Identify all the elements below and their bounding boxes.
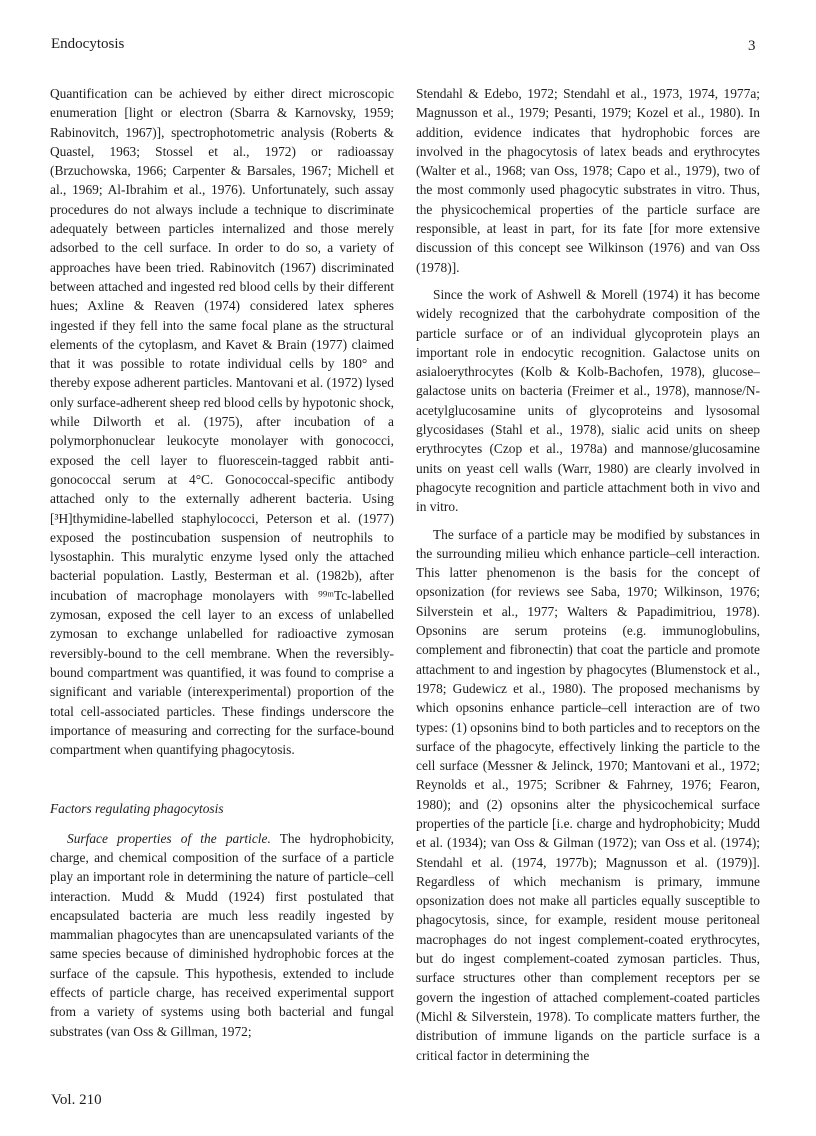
paragraph: Stendahl & Edebo, 1972; Stendahl et al., 1973, 1974, 1977a; Magnusson et al., 1979; Pesanti, 1979; Kozel et al., 1980). In addition, evidence indicates that hydrophobic forces are involved in the phagocytosis of latex beads and erythrocytes (Walter et al., 1968; van Oss, 1978; Capo et al., 1979), two of the most commonly used phagocytic substrates in vitro. Thus, the physicochemical properties of the particle surface are responsible, at least in part, for its fate [for more extensive discussion of this concept see Wilkinson (1976) and van Oss (1978)]. xyxy=(416,86,760,275)
paragraph: Quantification can be achieved by either direct microscopic enumeration [light or electron (Sbarra & Karnovsky, 1959; Rabinovitch, 1967)], spectrophotometric analysis (Roberts & Quastel, 1963; Stossel et al., 1972) or radioassay (Brzuchowska, 1966; Carpenter & Barsales, 1967; Michell et al., 1969; Al-Ibrahim et al., 1976). Unfortunately, such assay procedures do not always include a technique to discriminate adequately between particles internalized and those merely adsorbed to the cell surface. In order to do so, a variety of approaches have been tried. Rabinovitch (1967) discriminated between attached and ingested red blood cells by their different hues; Axline & Reaven (1974) considered latex spheres ingested if they fell into the same focal plane as the structural elements of the cytoplasm, and Kavet & Brain (1977) claimed that it was possible to rotate individual cells by 180° and thereby expose adherent particles. Mantovani et al. (1972) lysed only surface-adherent sheep red blood cells by hypotonic shock, while Dilworth et al. (1975), after incubation of a polymorphonuclear leukocyte monolayer with gonococci, exposed the cell layer to fluorescein-tagged rabbit anti-gonococcal serum at 4°C. Gonococcal-specific antibody attached only to the externally adherent bacteria. Using [³H]thymidine-labelled staphylococci, Peterson et al. (1977) exposed the postincubation suspension of neutrophils to lysostaphin. This muralytic enzyme lysed only the attached bacterial population. Lastly, Besterman et al. (1982b), after incubation of macrophage monolayers with ⁹⁹ᵐTc-labelled zymosan, exposed the cell layer to an excess of unlabelled zymosan to exchange unlabelled for radioactive zymosan reversibly-bound to the cell membrane. When the reversibly-bound compartment was quantified, it was found to comprise a significant and variable (interexperimental) proportion of the total cell-associated particles. These findings underscore the importance of measuring and correcting for the surface-bound compartment when quantifying phagocytosis. xyxy=(50,86,394,758)
left-column xyxy=(50,84,394,1041)
page-number: 3 xyxy=(748,38,756,54)
section-heading: Factors regulating phagocytosis xyxy=(50,801,224,817)
paragraph: The surface of a particle may be modified by substances in the surrounding milieu which enhance particle–cell interaction. This latter phenomenon is the basis for the concept of opsonization (for reviews see Saba, 1970; Wilkinson, 1976; Silverstein et al., 1977; Walters & Papadimitriou, 1978). Opsonins are serum proteins (e.g. immunoglobulins, complement and fibronectin) that coat the particle and promote attachment to and ingestion by phagocytes (Blumenstock et al., 1978; Gudewicz et al., 1980). The proposed mechanisms by which opsonins enhance particle–cell interaction are of two types: (1) opsonins bind to both particles and to receptors on the surface of the phagocyte, effectively linking the particle to the cell surface (Messner & Jelinck, 1970; Mantovani et al., 1972; Reynolds et al., 1975; Scribner & Fahrney, 1976; Fearon, 1980); and (2) opsonins alter the physicochemical surface properties of the particle [i.e. charge and hydrophobicity; Mudd et al. (1934); van Oss & Gilman (1972); van Oss et al. (1974); Stendahl et al. (1974, 1977b); Magnusson et al. (1979)]. Regardless of which mechanism is primary, immune opsonization does not make all particles equally susceptible to phagocytosis, since, for example, resident mouse peritoneal macrophages do not ingest complement-coated erythrocytes, but do ingest complement-coated zymosan particles. Thus, surface structures other than complement receptors per se govern the ingestion of attached complement-coated particles (Michl & Silverstein, 1978). To complicate matters further, the distribution of immune ligands on the particle surface is a critical factor in determining the xyxy=(416,526,760,1063)
paragraph xyxy=(50,829,394,1041)
volume-footer: Vol. 210 xyxy=(51,1092,102,1108)
runin-heading: Surface properties of the particle. xyxy=(67,830,271,846)
right-column xyxy=(416,84,760,1065)
paragraph: Since the work of Ashwell & Morell (1974) it has become widely recognized that the carbohydrate composition of the particle surface or of an individual glycoprotein plays an important role in endocytic recognition. Galactose units on asialoerythrocytes (Kolb & Kolb-Bachofen, 1978), glucose–galactose units on bacteria (Freimer et al., 1978), mannose/N-acetylglucosamine units of glycoproteins and lysosomal glycosidases (Stahl et al., 1978), sialic acid units on sheep erythrocytes (Czop et al., 1978a) and mannose/glucosamine units on yeast cell walls (Warr, 1980) are clearly involved in phagocyte recognition and particle attachment both in vivo and in vitro. xyxy=(416,286,760,515)
running-title: Endocytosis xyxy=(51,36,125,52)
paragraph-text: The hydrophobicity, charge, and chemical composition of the surface of a particle play an important role in determining the nature of particle–cell interaction. Mudd & Mudd (1924) first postulated that encapsulated bacteria are much less readily ingested by mammalian phagocytes than are unencapsulated variants of the same species because of diminished hydrophobic forces at the surface of the capsule. This hypothesis, extended to include effects of particle charge, has received experimental support from a variety of systems using both bacterial and fungal substrates (van Oss & Gillman, 1972; xyxy=(50,830,394,1039)
